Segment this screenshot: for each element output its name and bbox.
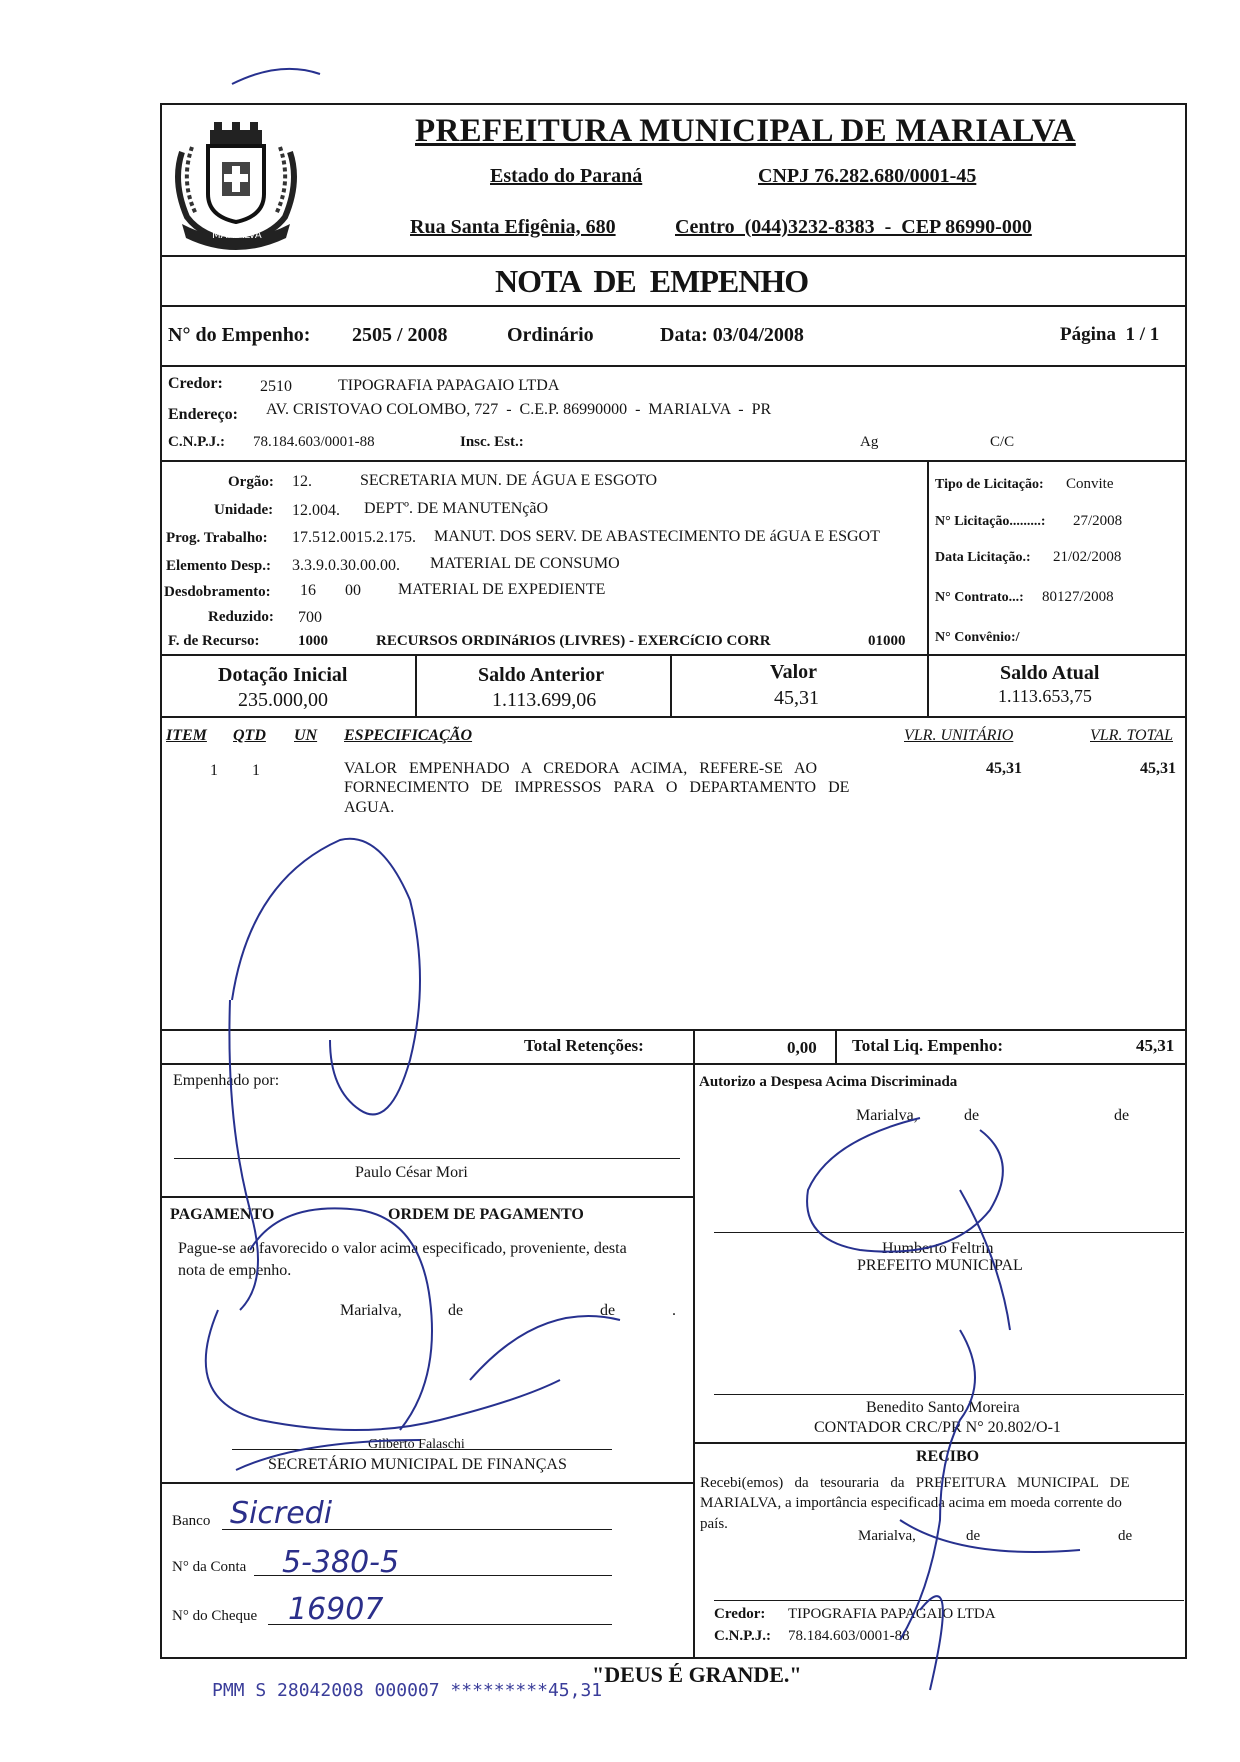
autorizo-signer: Humberto Feltrin xyxy=(882,1240,994,1257)
orgao-code: 12. xyxy=(292,473,312,490)
unidade-label: Unidade: xyxy=(214,502,274,518)
document-title: NOTA DE EMPENHO xyxy=(495,263,809,299)
crest-banner-text: MARIALVA xyxy=(212,230,262,241)
col-total: VLR. TOTAL xyxy=(1090,727,1173,744)
reduzido-label: Reduzido: xyxy=(208,609,274,625)
licitacao-data-label: Data Licitação.: xyxy=(935,550,1031,565)
valor-value: 45,31 xyxy=(774,687,819,709)
prog-code: 17.512.0015.2.175. xyxy=(292,529,416,546)
col-spec: ESPECIFICAÇÃO xyxy=(344,727,473,744)
empenho-label: N° do Empenho: xyxy=(168,324,311,346)
empenho-date: Data: 03/04/2008 xyxy=(660,324,804,346)
convenio-label: N° Convênio:/ xyxy=(935,630,1020,645)
elemento-code: 3.3.9.0.30.00.00. xyxy=(292,557,400,574)
item-spec-line3: AGUA. xyxy=(344,799,395,816)
item-total-value: 45,31 xyxy=(1140,760,1176,777)
contador-role: CONTADOR CRC/PR N° 20.802/O-1 xyxy=(814,1419,1061,1436)
recibo-text1: Recebi(emos) da tesouraria da PREFEITURA MUNICIPAL DE xyxy=(700,1475,1130,1491)
recibo-text3: país. xyxy=(700,1516,728,1532)
corner-mark xyxy=(232,69,320,84)
col-item: ITEM xyxy=(166,727,207,744)
dotacao-label: Dotação Inicial xyxy=(218,664,348,686)
contrato-value: 80127/2008 xyxy=(1042,589,1114,605)
recibo-label: RECIBO xyxy=(916,1448,980,1465)
credor-code: 2510 xyxy=(260,378,292,395)
recibo-cnpj-label: C.N.P.J.: xyxy=(714,1628,771,1644)
address-field-label: Endereço: xyxy=(168,406,238,423)
page-number: Página 1 / 1 xyxy=(1060,324,1160,345)
cheque-label: N° do Cheque xyxy=(172,1608,258,1624)
banco-label: Banco xyxy=(172,1513,211,1529)
item-qtd: 1 xyxy=(252,762,260,779)
elemento-label: Elemento Desp.: xyxy=(166,558,271,574)
reduzido-value: 700 xyxy=(298,609,322,626)
autorizo-de2: de xyxy=(1114,1107,1130,1124)
recurso-code: 1000 xyxy=(298,633,328,649)
licitacao-tipo-value: Convite xyxy=(1066,476,1114,492)
pagamento-de2: de xyxy=(600,1302,616,1319)
cnpj-field-label: C.N.P.J.: xyxy=(168,434,225,450)
recibo-text2: MARIALVA, a importância especificada acima em moeda corrente do xyxy=(700,1495,1122,1511)
pagamento-text2: nota de empenho. xyxy=(178,1262,292,1279)
licitacao-numero-value: 27/2008 xyxy=(1073,513,1123,529)
recurso-sub: 01000 xyxy=(868,633,906,649)
licitacao-tipo-label: Tipo de Licitação: xyxy=(935,477,1044,492)
item-spec-line2: FORNECIMENTO DE IMPRESSOS PARA O DEPARTAMENTO DE xyxy=(344,779,850,796)
retencoes-label: Total Retenções: xyxy=(524,1036,644,1055)
municipal-crest xyxy=(162,112,310,260)
pagamento-city: Marialva, xyxy=(340,1302,402,1319)
item-number: 1 xyxy=(210,762,218,779)
recurso-label: F. de Recurso: xyxy=(168,633,260,649)
desdob-code: 16 xyxy=(300,582,316,599)
valor-label: Valor xyxy=(770,661,818,683)
recibo-credor-label: Credor: xyxy=(714,1606,766,1622)
cnpj-label: CNPJ 76.282.680/0001-45 xyxy=(758,165,977,187)
empenhado-signer: Paulo César Mori xyxy=(355,1164,468,1181)
ag-label: Ag xyxy=(860,434,879,450)
page-title: PREFEITURA MUNICIPAL DE MARIALVA xyxy=(415,113,1076,149)
recibo-cnpj: 78.184.603/0001-88 xyxy=(788,1628,910,1644)
col-un: UN xyxy=(294,727,318,744)
pagamento-de1: de xyxy=(448,1302,464,1319)
desdob-label: Desdobramento: xyxy=(164,584,271,600)
autorizo-city: Marialva, xyxy=(856,1107,918,1124)
autorizo-role: PREFEITO MUNICIPAL xyxy=(857,1257,1023,1274)
saldo-atual-value: 1.113.653,75 xyxy=(998,686,1092,706)
pagamento-label: PAGAMENTO xyxy=(170,1206,275,1223)
elemento-name: MATERIAL DE CONSUMO xyxy=(430,555,620,572)
desdob-sub: 00 xyxy=(345,582,361,599)
col-qtd: QTD xyxy=(233,727,266,744)
empenho-type: Ordinário xyxy=(507,324,594,346)
empenho-number: 2505 / 2008 xyxy=(352,324,448,346)
pagamento-signer: Gilberto Falaschi xyxy=(368,1437,465,1452)
conta-label: N° da Conta xyxy=(172,1559,247,1575)
state-label: Estado do Paraná xyxy=(490,165,643,187)
unidade-name: DEPTº. DE MANUTENçãO xyxy=(364,500,549,517)
footer-stamp: PMM S 28042008 000007 *********45,31 xyxy=(212,1680,603,1701)
col-unit: VLR. UNITÁRIO xyxy=(904,727,1014,744)
recibo-city: Marialva, xyxy=(858,1528,916,1544)
licitacao-data-value: 21/02/2008 xyxy=(1053,549,1122,565)
contact-label: Centro (044)3232-8383 - CEP 86990-000 xyxy=(675,216,1032,238)
prog-label: Prog. Trabalho: xyxy=(166,530,268,546)
autorizo-de1: de xyxy=(964,1107,980,1124)
dotacao-value: 235.000,00 xyxy=(238,689,328,711)
recurso-name: RECURSOS ORDINáRIOS (LIVRES) - EXERCíCIO CORR xyxy=(376,633,771,649)
unidade-code: 12.004. xyxy=(292,502,340,519)
ordem-label: ORDEM DE PAGAMENTO xyxy=(388,1206,584,1223)
item-spec-line1: VALOR EMPENHADO A CREDORA ACIMA, REFERE-SE AO xyxy=(344,760,818,777)
pagamento-text1: Pague-se ao favorecido o valor acima especificado, proveniente, desta xyxy=(178,1240,627,1257)
recibo-de2: de xyxy=(1118,1528,1133,1544)
banco-value: Sicredi xyxy=(230,1496,333,1531)
conta-value: 5-380-5 xyxy=(282,1545,400,1580)
saldo-atual-label: Saldo Atual xyxy=(1000,662,1100,684)
desdob-name: MATERIAL DE EXPEDIENTE xyxy=(398,581,606,598)
recibo-credor-name: TIPOGRAFIA PAPAGAIO LTDA xyxy=(788,1606,996,1622)
prog-name: MANUT. DOS SERV. DE ABASTECIMENTO DE áGUA E ESGOT xyxy=(434,528,880,545)
licitacao-numero-label: N° Licitação.........: xyxy=(935,514,1046,529)
address-label: Rua Santa Efigênia, 680 xyxy=(410,216,616,238)
credor-address: AV. CRISTOVAO COLOMBO, 727 - C.E.P. 86990000 - MARIALVA - PR xyxy=(266,401,772,418)
autorizo-label: Autorizo a Despesa Acima Discriminada xyxy=(699,1074,958,1090)
pagamento-role: SECRETÁRIO MUNICIPAL DE FINANÇAS xyxy=(268,1456,567,1473)
credor-cnpj: 78.184.603/0001-88 xyxy=(253,434,375,450)
liquido-label: Total Liq. Empenho: xyxy=(852,1036,1003,1055)
pagamento-dot: . xyxy=(672,1302,676,1319)
credor-label: Credor: xyxy=(168,375,223,392)
cheque-value: 16907 xyxy=(288,1592,384,1627)
recibo-de1: de xyxy=(966,1528,981,1544)
retencoes-value: 0,00 xyxy=(787,1038,817,1057)
credor-name: TIPOGRAFIA PAPAGAIO LTDA xyxy=(338,377,560,394)
contrato-label: N° Contrato...: xyxy=(935,590,1024,605)
contador-name: Benedito Santo Moreira xyxy=(866,1399,1020,1416)
orgao-label: Orgão: xyxy=(228,474,274,490)
empenhado-label: Empenhado por: xyxy=(173,1072,280,1089)
orgao-name: SECRETARIA MUN. DE ÁGUA E ESGOTO xyxy=(360,472,658,489)
footer-motto: "DEUS É GRANDE." xyxy=(592,1662,802,1687)
insc-label: Insc. Est.: xyxy=(460,434,524,450)
cc-label: C/C xyxy=(990,434,1015,450)
liquido-value: 45,31 xyxy=(1136,1036,1175,1055)
item-unit-value: 45,31 xyxy=(986,760,1022,777)
saldo-anterior-value: 1.113.699,06 xyxy=(492,689,597,711)
saldo-anterior-label: Saldo Anterior xyxy=(478,664,605,686)
